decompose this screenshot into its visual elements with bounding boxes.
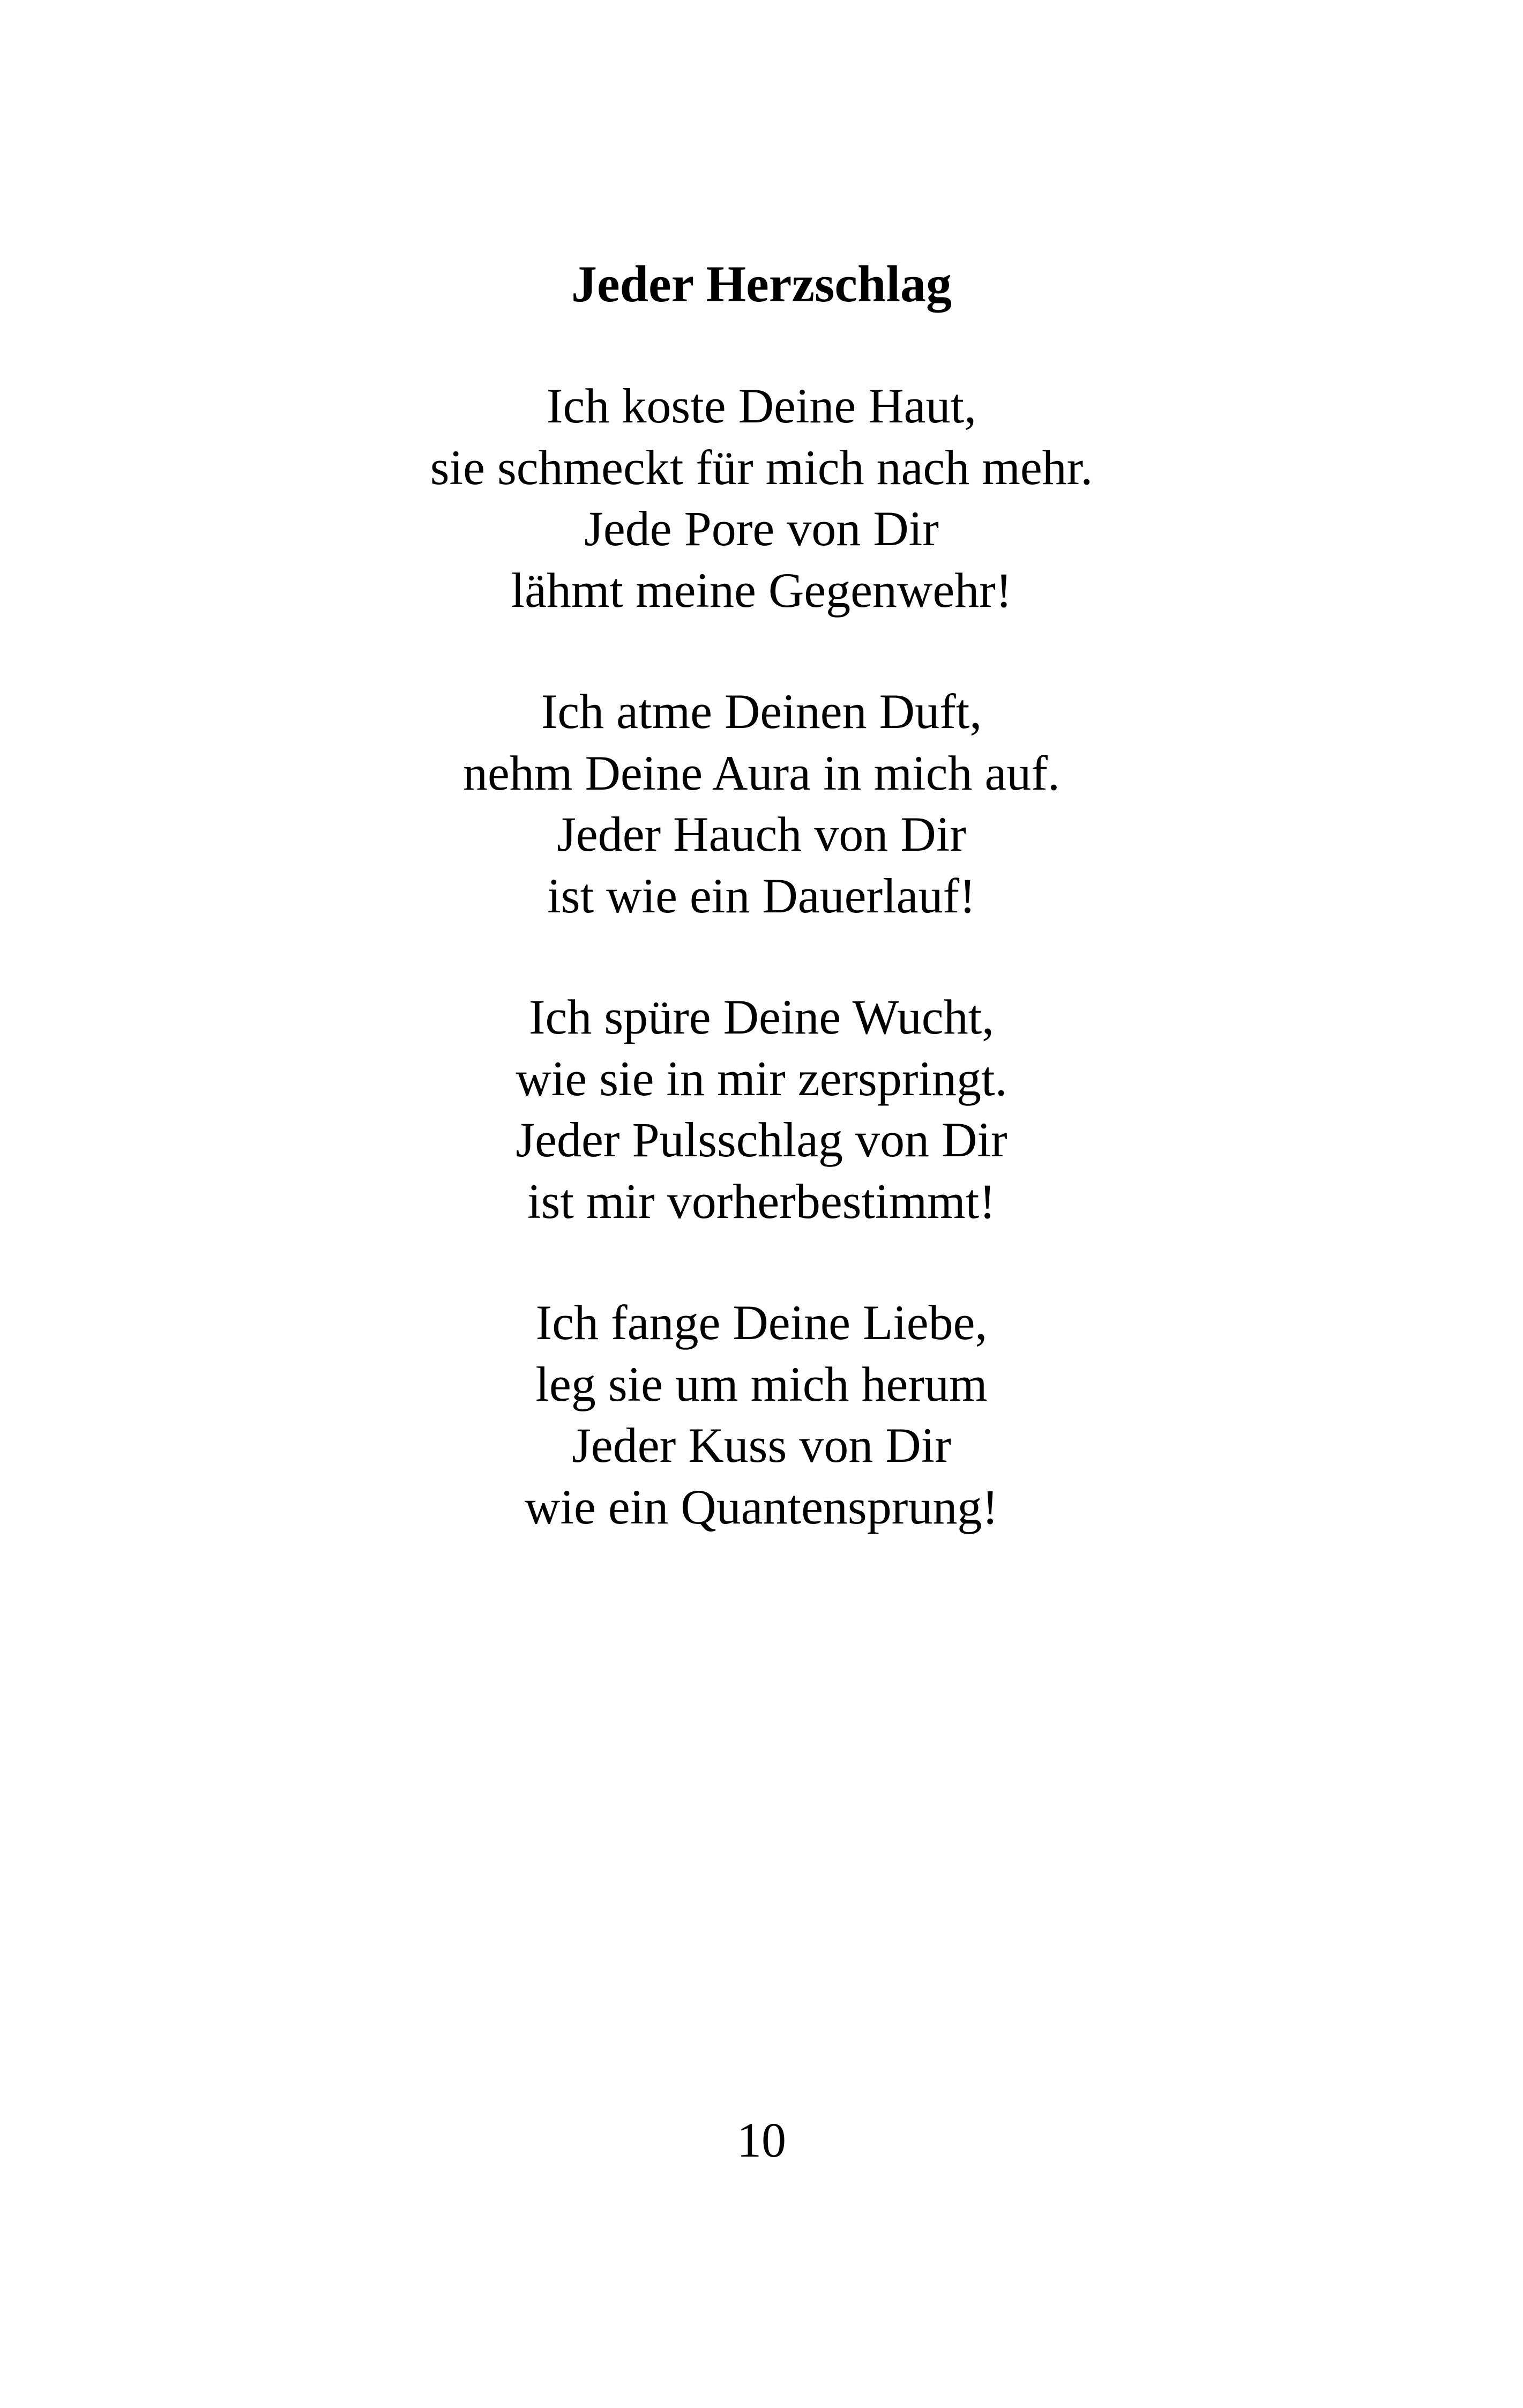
stanza-3 (0, 986, 1523, 1232)
stanza-line: Ich atme Deinen Duft, (541, 684, 982, 739)
stanza-line: Jeder Pulsschlag von Dir (516, 1112, 1007, 1167)
stanza-line: wie ein Quantensprung! (525, 1479, 998, 1534)
stanza-line: lähmt meine Gegenwehr! (511, 562, 1012, 618)
stanza-line: nehm Deine Aura in mich auf. (463, 745, 1060, 800)
stanza-line: Jede Pore von Dir (584, 501, 939, 556)
stanza-line: Ich spüre Deine Wucht, (528, 990, 995, 1044)
stanza-1 (0, 375, 1523, 621)
stanza-line: wie sie in mir zerspringt. (516, 1051, 1007, 1106)
stanza-line: Jeder Hauch von Dir (557, 807, 966, 861)
page-number: 10 (737, 2113, 786, 2167)
stanza-2 (0, 681, 1523, 926)
poem-title: Jeder Herzschlag (571, 255, 952, 313)
stanza-line: sie schmeckt für mich nach mehr. (430, 440, 1093, 495)
stanza-line: ist wie ein Dauerlauf! (547, 868, 976, 923)
stanza-line: Ich koste Deine Haut, (546, 378, 977, 433)
stanza-line: leg sie um mich herum (535, 1356, 988, 1411)
stanza-4 (0, 1292, 1523, 1537)
stanza-line: Ich fange Deine Liebe, (535, 1295, 988, 1350)
stanza-line: ist mir vorherbestimmt! (527, 1173, 996, 1229)
stanza-line: Jeder Kuss von Dir (572, 1418, 951, 1473)
